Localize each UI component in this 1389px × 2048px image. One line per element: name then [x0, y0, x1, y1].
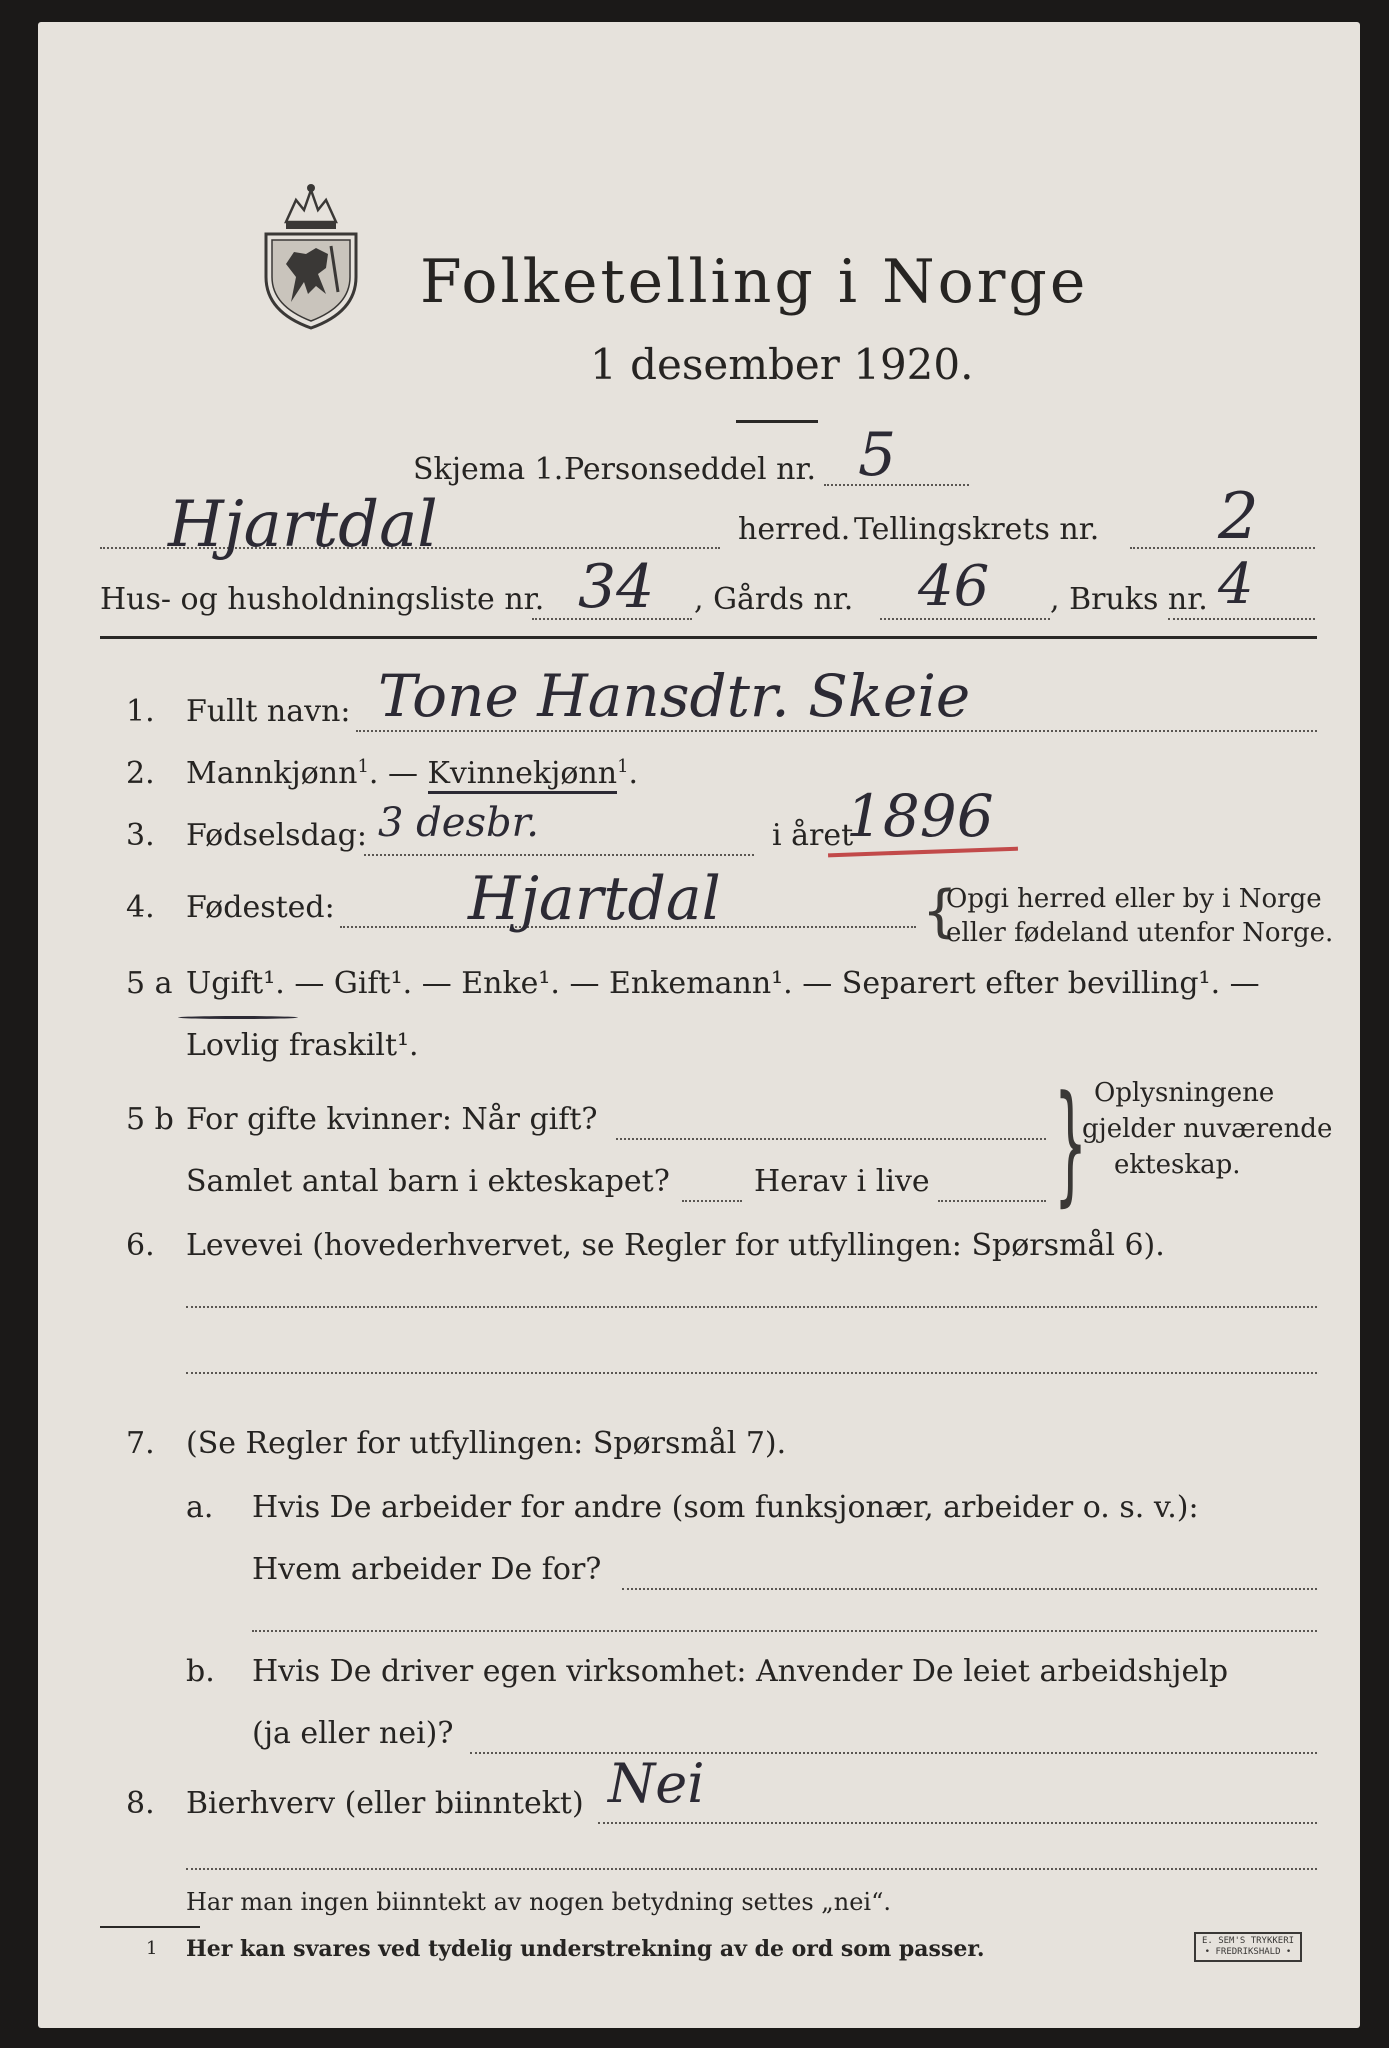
- gards-label: , Gårds nr.: [694, 582, 854, 617]
- birthday-line: [364, 854, 754, 856]
- male-option[interactable]: Mannkjønn: [186, 756, 358, 791]
- q7-number: 7.: [126, 1426, 155, 1461]
- q3-number: 3.: [126, 818, 155, 853]
- norwegian-coat-of-arms-icon: [256, 182, 366, 330]
- q7a-line2: Hvem arbeider De for?: [252, 1552, 602, 1587]
- married-when-line[interactable]: [616, 1138, 1046, 1140]
- bruks-line: [1168, 618, 1315, 620]
- birthplace-value[interactable]: Hjartdal: [468, 864, 721, 934]
- occupation-line-2[interactable]: [186, 1372, 1317, 1374]
- footnote-mark: 1: [146, 1938, 158, 1959]
- q7b-letter: b.: [186, 1654, 215, 1689]
- birthplace-note-1: Opgi herred eller by i Norge: [946, 884, 1322, 914]
- gards-value[interactable]: 46: [918, 554, 990, 619]
- form-title: Folketelling i Norge: [420, 247, 1089, 317]
- q2-separator: . —: [368, 756, 418, 791]
- personseddel-line: [824, 484, 969, 486]
- husholdning-label: Hus- og husholdningsliste nr.: [100, 582, 545, 617]
- side-income-line-2[interactable]: [186, 1868, 1317, 1870]
- bruks-label: , Bruks nr.: [1050, 582, 1208, 617]
- q1-label: Fullt navn:: [186, 694, 351, 729]
- header-rule: [100, 636, 1317, 639]
- personseddel-value[interactable]: 5: [858, 420, 897, 490]
- employer-line[interactable]: [622, 1588, 1317, 1590]
- children-alive-label: Herav i live: [754, 1164, 930, 1199]
- children-alive-line[interactable]: [938, 1200, 1046, 1202]
- printer-stamp: E. SEM'S TRYKKERI • FREDRIKSHALD •: [1194, 1932, 1302, 1962]
- q2-end: .: [628, 756, 639, 791]
- married-note-3: ekteskap.: [1114, 1150, 1241, 1180]
- tellingskrets-value[interactable]: 2: [1218, 480, 1259, 554]
- q5a-number: 5 a: [126, 966, 173, 1001]
- q7a-letter: a.: [186, 1490, 214, 1525]
- q4-number: 4.: [126, 890, 155, 925]
- q2-number: 2.: [126, 756, 155, 791]
- q2-line: Mannkjønn$^1$. — Kvinnekjønn$^1$.: [186, 756, 638, 791]
- children-total-label: Samlet antal barn i ekteskapet?: [186, 1164, 670, 1199]
- husholdning-value[interactable]: 34: [578, 552, 655, 622]
- no-income-note: Har man ingen biinntekt av nogen betydning settes „nei“.: [186, 1888, 891, 1916]
- married-when-label: For gifte kvinner: Når gift?: [186, 1102, 598, 1137]
- side-income-line: [598, 1822, 1317, 1824]
- tellingskrets-label: Tellingskrets nr.: [854, 512, 1100, 547]
- married-note-brace: }: [1054, 1067, 1088, 1219]
- married-note-1: Oplysningene: [1094, 1078, 1275, 1108]
- q1-number: 1.: [126, 694, 155, 729]
- birthplace-note-2: eller fødeland utenfor Norge.: [946, 918, 1334, 948]
- ugift-underline: [178, 1016, 298, 1019]
- q7a-line1: Hvis De arbeider for andre (som funksjonær, arbeider o. s. v.):: [252, 1490, 1199, 1525]
- q7b-line1: Hvis De driver egen virksomhet: Anvender De leiet arbeidshjelp: [252, 1654, 1229, 1689]
- marital-status-line2[interactable]: Lovlig fraskilt¹.: [186, 1028, 419, 1063]
- q3-label: Fødselsdag:: [186, 818, 367, 853]
- skjema-label: Skjema 1.: [413, 452, 564, 487]
- birthday-value[interactable]: 3 desbr.: [378, 800, 540, 846]
- employer-line-2[interactable]: [252, 1630, 1317, 1632]
- occupation-label: Levevei (hovederhvervet, se Regler for utfyllingen: Spørsmål 6).: [186, 1228, 1165, 1263]
- marital-status-options[interactable]: Ugift¹. — Gift¹. — Enke¹. — Enkemann¹. — Separert efter bevilling¹. —: [186, 966, 1260, 1001]
- census-date: 1 desember 1920.: [590, 340, 974, 389]
- title-divider: [736, 420, 818, 423]
- birth-year-value[interactable]: 1896: [846, 782, 994, 850]
- q5b-number: 5 b: [126, 1102, 174, 1137]
- q4-label: Fødested:: [186, 890, 335, 925]
- q6-number: 6.: [126, 1228, 155, 1263]
- side-income-label: Bierhverv (eller biinntekt): [186, 1786, 584, 1821]
- bruks-value[interactable]: 4: [1218, 552, 1254, 617]
- occupation-line-1[interactable]: [186, 1306, 1317, 1308]
- footnote-text: Her kan svares ved tydelig understrekning av de ord som passer.: [186, 1936, 985, 1962]
- year-label: i året: [772, 818, 854, 853]
- herred-value[interactable]: Hjartdal: [168, 488, 438, 562]
- full-name-value[interactable]: Tone Hansdtr. Skeie: [378, 662, 971, 730]
- side-income-value[interactable]: Nei: [608, 1752, 705, 1815]
- q7-label: (Se Regler for utfyllingen: Spørsmål 7).: [186, 1426, 787, 1461]
- birthplace-note-brace: {: [922, 879, 958, 944]
- female-option[interactable]: Kvinnekjønn: [428, 756, 618, 794]
- hired-help-line[interactable]: [470, 1752, 1317, 1754]
- q1-line: [356, 730, 1317, 732]
- children-total-line[interactable]: [682, 1200, 742, 1202]
- footnote-rule: [100, 1926, 200, 1928]
- q7b-line2: (ja eller nei)?: [252, 1716, 454, 1751]
- census-form-paper: [38, 22, 1360, 2028]
- herred-label: herred.: [738, 512, 851, 547]
- q8-number: 8.: [126, 1786, 155, 1821]
- married-note-2: gjelder nuværende: [1082, 1114, 1333, 1144]
- personseddel-label: Personseddel nr.: [564, 452, 817, 487]
